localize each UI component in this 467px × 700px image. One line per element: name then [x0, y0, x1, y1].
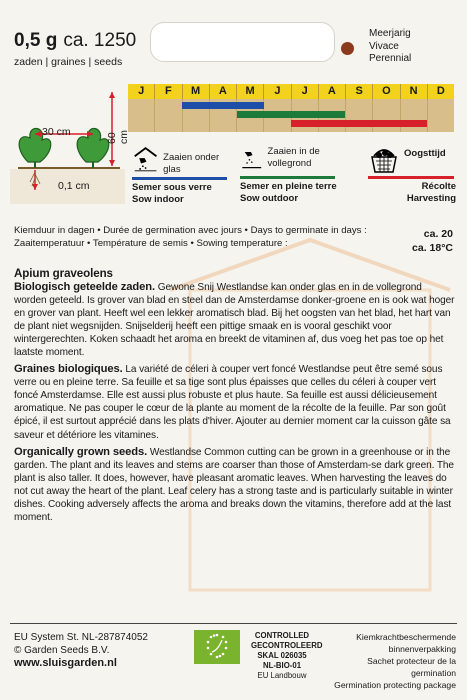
footer-company — [14, 631, 148, 670]
month-oct: O — [373, 84, 400, 99]
sow-outdoor-en: Sow outdoor — [240, 192, 299, 204]
month-sep: S — [346, 84, 373, 99]
description-nl: Biologisch geteelde zaden. Gewone Snij Westlandse kan onder glas en in de vollegrond worden geteeld. Is grover van blad en steel dan de Amsterdamse donker-groene en is ook wat hoger en grover van plant. Heeft wel een lekker aromatisch blad. Bij het oogsten van het blad, het hart van de plant niet wegsnijden. Snijselderij heeft een pittige smaak en is vooral geschikt voor wintergerechten. Koken schaadt het aroma en breekt de vitaminen af, dus voeg het pas toe op het laatste moment. — [14, 281, 455, 359]
lifecycle-labels: Meerjarig Vivace Perennial — [369, 28, 412, 64]
month-jul: J — [292, 84, 319, 99]
sow-indoor-nl: Zaaien onder glas — [163, 152, 220, 175]
package-info: Kiemkrachtbeschermende binnenverpakking Sachet protecteur de la germination Germination protecting package — [334, 632, 456, 690]
month-apr: A — [210, 84, 237, 99]
germination-days-value: ca. 20 — [423, 228, 453, 240]
description — [14, 267, 456, 528]
sow-outdoor-fr: Semer en pleine terre — [240, 181, 337, 192]
eu-organic-logo — [194, 630, 240, 664]
sow-outdoor-icon — [240, 144, 264, 174]
height-label: 60 cm — [106, 130, 130, 144]
sowing-temp-value: ca. 18°C — [412, 242, 453, 254]
harvest-basket-icon — [368, 144, 400, 174]
copyright: © Garden Seeds B.V. — [14, 645, 110, 656]
perennial-dot-icon — [341, 42, 354, 55]
seed-count: ca. 1250 — [63, 30, 137, 51]
sow-indoor-en: Sow indoor — [132, 193, 184, 205]
sow-outdoor-block — [240, 144, 345, 204]
eu-leaf-icon — [194, 630, 240, 664]
month-row — [128, 84, 454, 99]
seed-units: zaden | graines | seeds — [14, 56, 123, 68]
harvest-fr: Récolte — [421, 181, 456, 192]
month-aug: A — [319, 84, 346, 99]
month-jun: J — [264, 84, 291, 99]
sow-outdoor-nl: Zaaien in de vollegrond — [267, 146, 320, 169]
description-fr: Graines biologiques. La variété de céleri à couper vert foncé Westlandse peut être semé sous verre ou en pleine terre. Sa feuille et sa tige sont plus épaisses que celles du céleri à couper vert foncé Amsterdamse. Elle est aussi plus robuste et plus haute. Sa feuille est aussi délicieusement aromatique. Ne pas couper le cœur de la plante au moment de la récolte de la feuille. Par son goût épicé, il est surtout apprécié dans les plats d'hiver. Ajouter au dernier moment car la cuisson gâte sa saveur et détériore les vitamines. — [14, 363, 451, 441]
month-feb: F — [155, 84, 182, 99]
harvest-period — [291, 120, 427, 127]
germination-info — [14, 224, 454, 250]
harvest-en: Harvesting — [406, 192, 456, 204]
weight-value: 0,5 g — [14, 30, 58, 51]
month-mar: M — [183, 84, 210, 99]
footer-divider — [10, 623, 457, 624]
harvest-block — [368, 144, 456, 204]
description-en: Organically grown seeds. Westlandse Common cutting can be grown in a greenhouse or in the garden. The plant and its leaves and stems are coarser than those of Amsterdam-se dark green. The plant is also taller. It does, however, have pleasant aromatic leaves. When harvesting the leaves do not cut away the heart of the plant. Leaf celery has a strong taste and is particularly suitable in winter dishes. Cooking adversely affects the aroma and breaks down the vitamins, therefore add at the last moment. — [14, 445, 454, 523]
depth-label: 0,1 cm — [58, 180, 90, 192]
harvest-nl: Oogsttijd — [404, 148, 446, 159]
sow-indoor-color — [132, 177, 227, 180]
month-may: M — [237, 84, 264, 99]
month-dec: D — [436, 85, 445, 97]
sowing-temp-label: Zaaitemperatuur • Température de semis • Sowing temperature : — [14, 238, 288, 249]
sow-indoor-block — [132, 144, 232, 205]
month-jan: J — [128, 84, 155, 99]
seed-weight — [14, 30, 136, 52]
website-link[interactable]: www.sluisgarden.nl — [14, 657, 117, 669]
latin-name: Apium graveolens — [14, 267, 113, 280]
sowing-calendar — [128, 84, 454, 132]
harvest-color — [368, 176, 454, 179]
sow-outdoor-period — [237, 111, 346, 118]
month-nov: N — [401, 84, 428, 99]
certification: CONTROLLED GECONTROLEERD SKAL 026035 NL-BIO-01 EU Landbouw — [251, 631, 323, 680]
sow-outdoor-color — [240, 176, 335, 179]
eu-system-number: EU System St. NL-287874052 — [14, 632, 148, 643]
euro-hole — [150, 22, 335, 62]
sow-indoor-icon — [132, 144, 159, 174]
germination-days-label: Kiemduur in dagen • Durée de germination avec jours • Days to germinate in days : — [14, 225, 367, 236]
spacing-illustration — [10, 86, 130, 206]
spacing-label: 30 cm — [42, 126, 71, 138]
sow-indoor-period — [182, 102, 264, 109]
sow-indoor-fr: Semer sous verre — [132, 182, 212, 193]
